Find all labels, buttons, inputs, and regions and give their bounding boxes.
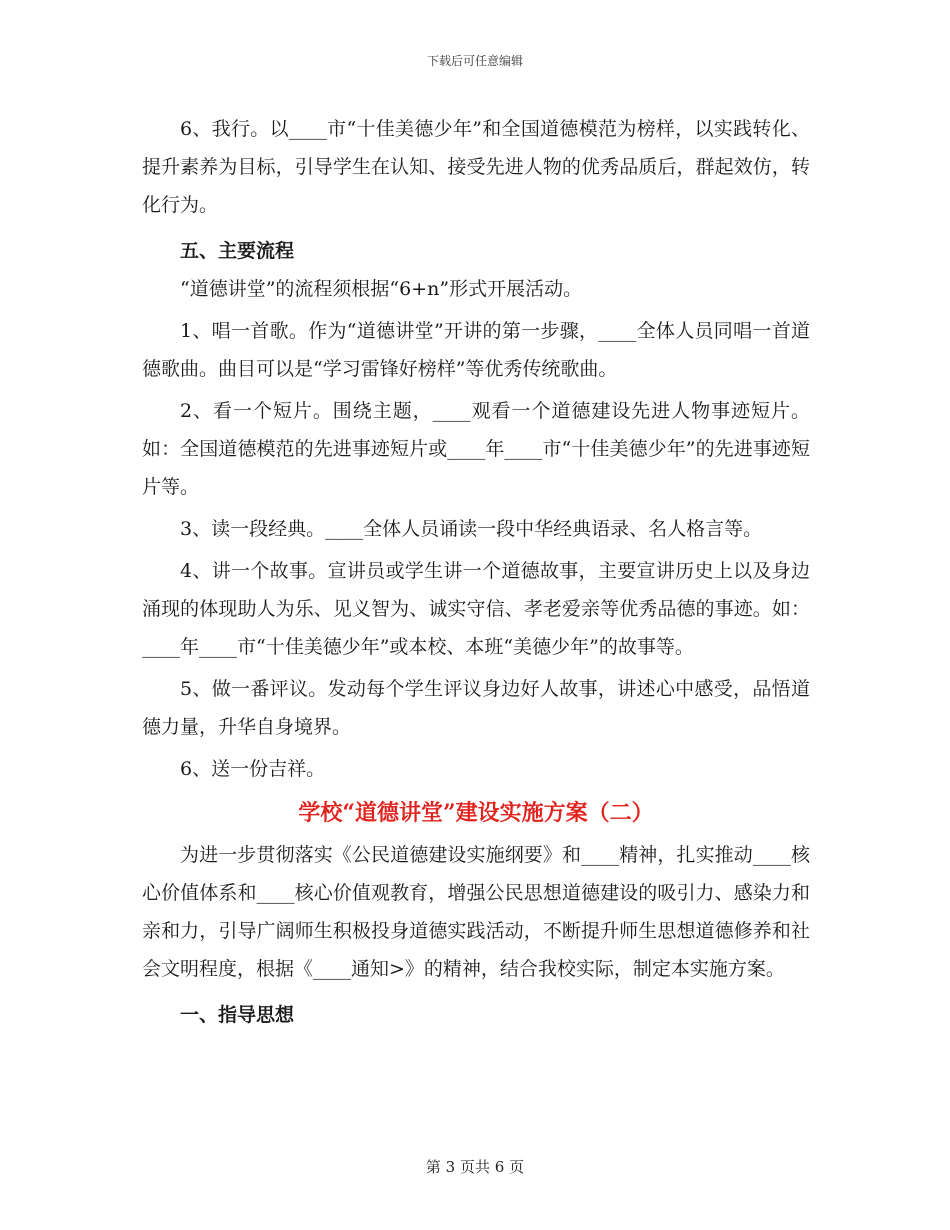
paragraph-step-4: 4、讲一个故事。宣讲员或学生讲一个道德故事，主要宣讲历史上以及身边涌现的体现助人为乐、见义智为、诚实守信、孝老爱亲等优秀品德的事迹。如：____年____市“十佳美德少年”或本校、本班“美德少年”的故事等。 — [142, 560, 810, 658]
paragraph-step-3: 3、读一段经典。____全体人员诵读一段中华经典语录、名人格言等。 — [180, 518, 763, 540]
document-body — [142, 110, 810, 1034]
paragraph-step-2: 2、看一个短片。围绕主题，____观看一个道德建设先进人物事迹短片。如：全国道德模范的先进事迹短片或____年____市“十佳美德少年”的先进事迹短片等。 — [142, 400, 810, 498]
paragraph-process-intro: “道德讲堂”的流程须根据“6+n”形式开展活动。 — [180, 278, 583, 300]
paragraph-item-6-woxing: 6、我行。以____市“十佳美德少年”和全国道德模范为榜样，以实践转化、提升素养为目标，引导学生在认知、接受先进人物的优秀品质后，群起效仿，转化行为。 — [142, 118, 810, 216]
page-header-note: 下载后可任意编辑 — [426, 54, 523, 68]
document-title: 学校“道德讲堂”建设实施方案（二） — [298, 800, 654, 826]
paragraph-plan-intro: 为进一步贯彻落实《公民道德建设实施纲要》和____精神，扎实推动____核心价值体系和____核心价值观教育，增强公民思想道德建设的吸引力、感染力和亲和力，引导广阔师生积极投身道德实践活动，不断提升师生思想道德修养和社会文明程度，根据《____通知>》的精神，结合我校实际，制定本实施方案。 — [142, 844, 810, 980]
paragraph-step-5: 5、做一番评议。发动每个学生评议身边好人故事，讲述心中感受，品悟道德力量，升华自身境界。 — [142, 678, 810, 738]
page-footer-number: 第 3 页共 6 页 — [425, 1158, 525, 1176]
paragraph-step-1: 1、唱一首歌。作为“道德讲堂”开讲的第一步骤，____全体人员同唱一首道德歌曲。曲目可以是“学习雷锋好榜样”等优秀传统歌曲。 — [142, 320, 810, 380]
section-heading-main-process: 五、主要流程 — [180, 240, 295, 262]
section-heading-guiding-thought: 一、指导思想 — [180, 1004, 295, 1026]
paragraph-step-6: 6、送一份吉祥。 — [180, 758, 326, 780]
